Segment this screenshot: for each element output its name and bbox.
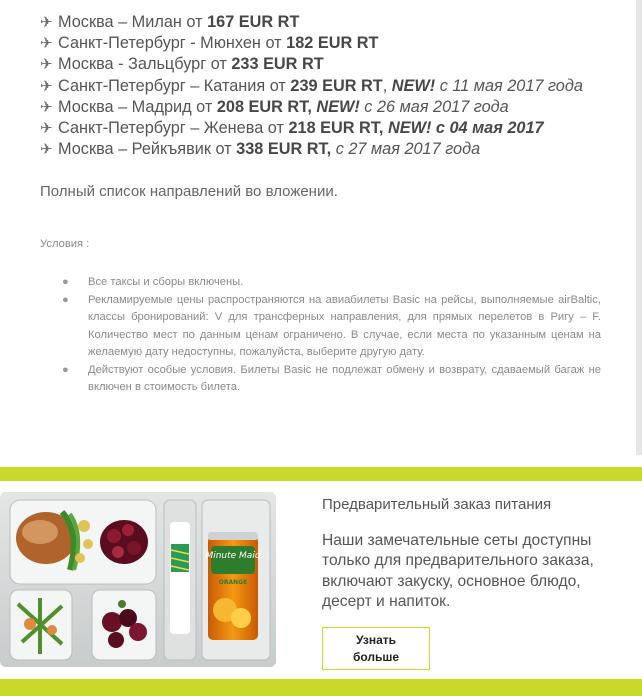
bullet-icon: ● bbox=[62, 363, 69, 376]
condition-item: ● Действуют особые условия. Билеты Basic не подлежат обмену и возврату, сдаваемый багаж не включен в стоимость билета. bbox=[62, 363, 601, 393]
route-text: Санкт-Петербург – Катания от bbox=[58, 76, 291, 95]
condition-item: ● Все таксы и сборы включены. bbox=[62, 274, 601, 292]
bullet-icon: ● bbox=[62, 293, 69, 306]
green-divider-bottom bbox=[0, 679, 642, 696]
new-badge: NEW! bbox=[316, 97, 360, 116]
bullet-icon: ● bbox=[62, 276, 69, 288]
airplane-icon: ✈ bbox=[40, 14, 53, 31]
conditions-title: Условия : bbox=[40, 238, 90, 250]
airplane-icon: ✈ bbox=[40, 98, 53, 116]
route-price: 218 EUR RT, bbox=[288, 118, 388, 137]
meal-tray-image bbox=[0, 492, 276, 667]
right-edge-shade bbox=[636, 0, 642, 455]
route-new-note bbox=[392, 77, 583, 95]
route-date: с 11 мая 2017 года bbox=[435, 76, 583, 95]
learn-more-button[interactable] bbox=[322, 627, 430, 670]
route-item: ✈ Санкт-Петербург – Катания от 239 EUR RT, NEW! с 11 мая 2017 года bbox=[40, 76, 635, 97]
route-item bbox=[40, 118, 635, 139]
airplane-icon: ✈ bbox=[40, 141, 53, 159]
route-new-note bbox=[388, 119, 544, 137]
route-item bbox=[40, 139, 635, 160]
full-list-note: Полный список направлений во вложении. bbox=[40, 183, 338, 200]
new-badge: NEW! bbox=[387, 118, 432, 137]
route-price: 338 EUR RT, bbox=[236, 140, 332, 159]
airplane-icon: ✈ bbox=[40, 35, 53, 53]
route-text: Санкт-Петербург - Мюнхен от bbox=[58, 34, 287, 53]
route-text: Москва - Зальцбург от bbox=[58, 55, 232, 74]
cutlery-napkin-icon bbox=[170, 522, 190, 634]
route-text: Москва – Милан от bbox=[58, 13, 208, 31]
route-date: с 26 мая 2017 года bbox=[359, 97, 509, 116]
conditions-list bbox=[62, 274, 601, 397]
route-price: 208 EUR RT, bbox=[216, 97, 317, 116]
condition-item: ● Рекламируемые цены распространяются на авиабилеты Basic на рейсы, выполняемые airBaltic, классы бронирований: V для трансферных направления, для прямых перелетов в Ригу – F. Количество мест по данным ценам ограничено. В случае, если места по указанным ценам на желаемую дату недоступны, пожалуйста, выберите другую дату. bbox=[62, 293, 601, 358]
route-text: Москва – Рейкъявик от bbox=[58, 140, 237, 159]
route-text: Санкт-Петербург – Женева от bbox=[58, 118, 289, 137]
airplane-icon: ✈ bbox=[40, 119, 53, 137]
route-date: с 04 мая 2017 bbox=[431, 118, 544, 137]
svg-text:Minute Maid: Minute Maid bbox=[205, 551, 261, 561]
learn-more-label: Узнать больше bbox=[352, 632, 400, 664]
route-item bbox=[40, 12, 635, 33]
route-item bbox=[40, 54, 635, 75]
meal-description: Наши замечательные сеты доступны только для предварительного заказа, включают закуску, основное блюдо, десерт и напиток. bbox=[322, 532, 594, 611]
route-price: 233 EUR RT bbox=[231, 55, 324, 74]
route-item bbox=[40, 97, 635, 118]
route-date: с 27 мая 2017 года bbox=[331, 140, 481, 159]
routes-list bbox=[40, 12, 635, 160]
route-price: 239 EUR RT bbox=[290, 76, 383, 95]
route-text: Москва – Мадрид от bbox=[58, 97, 217, 116]
route-price: 167 EUR RT bbox=[207, 13, 300, 31]
meal-preorder-title: Предварительный заказ питания bbox=[322, 496, 552, 513]
new-badge: NEW! bbox=[391, 76, 436, 95]
route-new-note bbox=[316, 98, 508, 116]
route-price: 182 EUR RT bbox=[286, 34, 379, 53]
route-item bbox=[40, 33, 635, 54]
airplane-icon: ✈ bbox=[40, 77, 53, 95]
airplane-icon: ✈ bbox=[40, 56, 53, 74]
green-divider-top bbox=[0, 467, 642, 481]
svg-text:ORANGE: ORANGE bbox=[218, 579, 248, 586]
